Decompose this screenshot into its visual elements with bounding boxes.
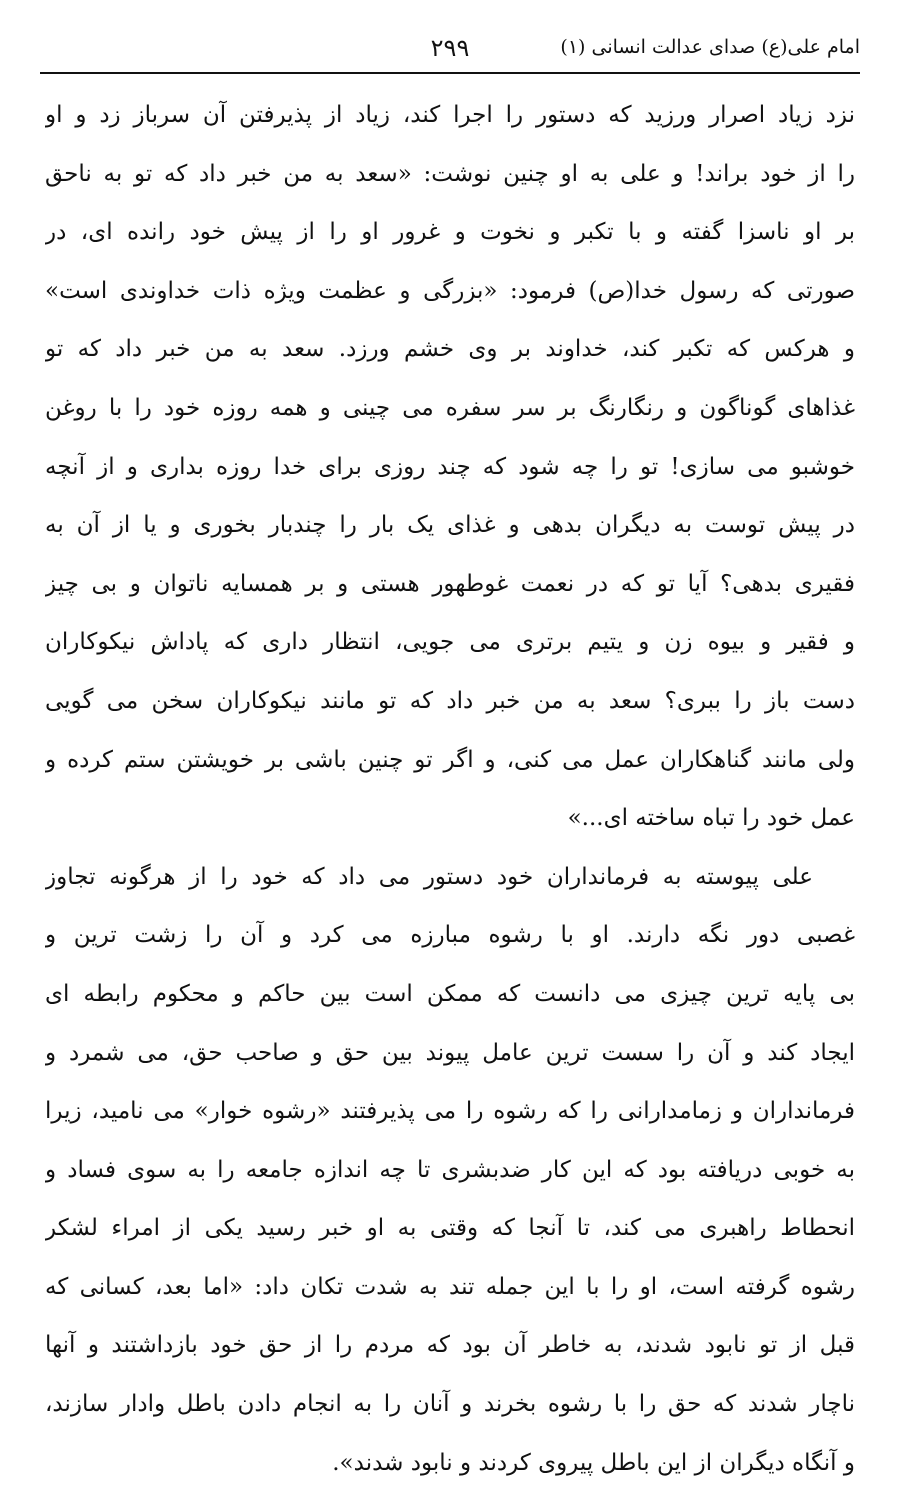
running-title: امام علی(ع) صدای عدالت انسانی (۱): [560, 36, 860, 58]
text-line: به خوبی دریافته بود که این کار ضدبشری تا چه اندازه جامعه را به سوی فساد و: [45, 1156, 855, 1183]
text-line: ناچار شدند که حق را با رشوه بخرند و آنان را به انجام دادن باطل وادار سازند،: [45, 1391, 855, 1418]
text-line: و آنگاه دیگران از این باطل پیروی کردند و نابود شدند».: [332, 1449, 855, 1476]
text-line: غذاهای گوناگون و رنگارنگ بر سر سفره می چینی و همه روزه خود را با روغن: [45, 394, 855, 421]
paragraph-2: [45, 848, 855, 1492]
text-line: بر او ناسزا گفته و با تکبر و نخوت و غرور او را از پیش خود رانده ای، در: [45, 219, 855, 246]
page-number: ۲۹۹: [430, 34, 470, 62]
header-divider: [40, 72, 860, 74]
text-line: صورتی که رسول خدا(ص) فرمود: «بزرگی و عظمت ویژه ذات خداوندی است»: [45, 277, 855, 304]
text-line: خوشبو می سازی! تو را چه شود که چند روزی برای خدا روزه بداری و از آنچه: [45, 453, 855, 480]
text-line: فرمانداران و زمامدارانی را که رشوه را می پذیرفتند «رشوه خوار» می نامید، زیرا: [45, 1098, 855, 1125]
text-line: دست باز را ببری؟ سعد به من خبر داد که تو مانند نیکوکاران سخن می گویی: [45, 687, 855, 714]
paragraph-1: [45, 86, 855, 848]
text-line: نزد زیاد اصرار ورزید که دستور را اجرا کند، زیاد از پذیرفتن آن سرباز زد و او: [45, 102, 855, 128]
text-line: و فقیر و بیوه زن و یتیم برتری می جویی، انتظار داری که پاداش نیکوکاران: [45, 629, 855, 656]
body-text: [45, 86, 855, 1492]
text-line: قبل از تو نابود شدند، به خاطر آن بود که مردم را از حق خود بازداشتند و آنها: [45, 1332, 855, 1359]
text-line: غصبی دور نگه دارند. او با رشوه مبارزه می کرد و آن را زشت ترین و: [45, 922, 855, 949]
text-line: ایجاد کند و آن را سست ترین عامل پیوند بین حق و صاحب حق، می شمرد و: [45, 1039, 855, 1066]
text-line: عمل خود را تباه ساخته ای...»: [567, 805, 855, 832]
text-line: علی پیوسته به فرمانداران خود دستور می داد که خود را از هرگونه تجاوز: [45, 863, 813, 890]
text-line: در پیش توست به دیگران بدهی و غذای یک بار را چندبار بخوری و یا از آن به: [45, 512, 855, 539]
text-line: فقیری بدهی؟ آیا تو که در نعمت غوطهور هستی و بر همسایه ناتوان و بی چیز: [45, 570, 855, 597]
text-line: را از خود براند! و علی به او چنین نوشت: «سعد به من خبر داد که تو به ناحق: [45, 160, 855, 187]
text-line: بی پایه ترین چیزی می دانست که ممکن است بین حاکم و محکوم رابطه ای: [45, 980, 855, 1007]
text-line: رشوه گرفته است، او را با این جمله تند به شدت تکان داد: «اما بعد، کسانی که: [45, 1273, 855, 1300]
text-line: انحطاط راهبری می کند، تا آنجا که وقتی به او خبر رسید یکی از امراء لشکر: [45, 1215, 855, 1242]
page-header: [40, 30, 860, 70]
text-line: ولی مانند گناهکاران عمل می کنی، و اگر تو چنین باشی بر خویشتن ستم کرده و: [45, 746, 855, 773]
text-line: و هرکس که تکبر کند، خداوند بر وی خشم ورزد. سعد به من خبر داد که تو: [45, 336, 855, 363]
